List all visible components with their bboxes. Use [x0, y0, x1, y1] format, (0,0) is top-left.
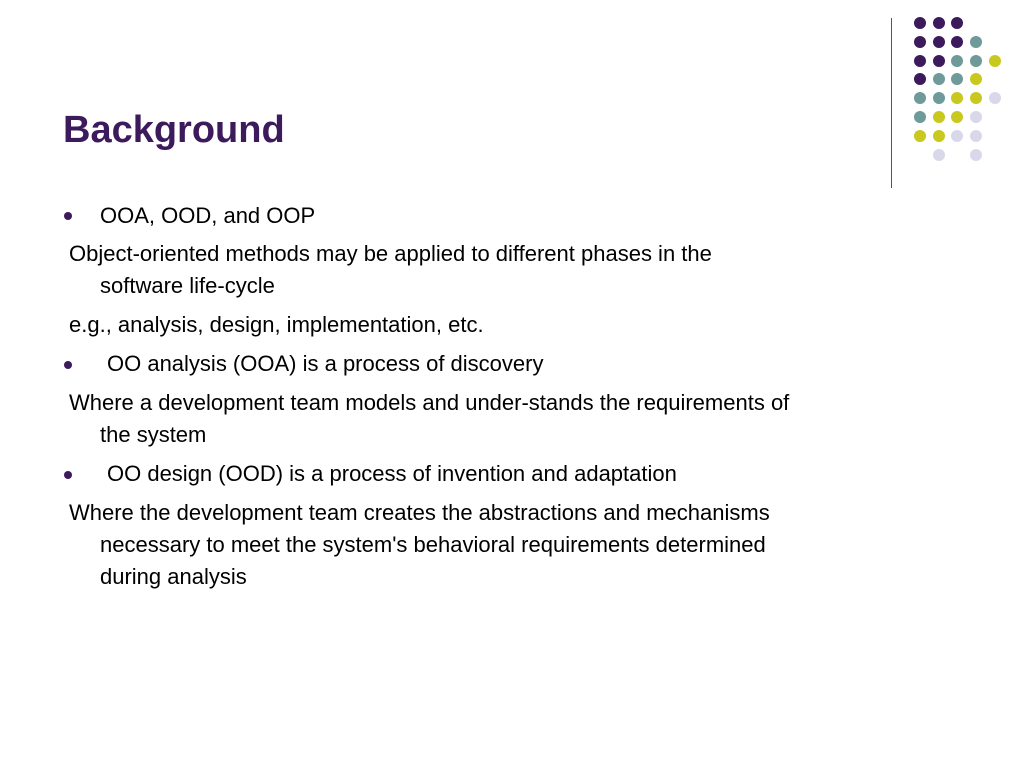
bullet-icon	[64, 361, 72, 369]
decor-dot	[970, 111, 982, 123]
decor-dot	[914, 55, 926, 67]
decor-dot	[951, 17, 963, 29]
decor-dot	[933, 17, 945, 29]
slide-title: Background	[63, 109, 285, 151]
bullet-ooa-ood-oop: OOA, OOD, and OOP	[100, 203, 316, 228]
paragraph-line: Object-oriented methods may be applied to different phases in the	[69, 241, 712, 266]
decor-dot	[951, 55, 963, 67]
decor-dot	[914, 36, 926, 48]
decor-dot	[951, 130, 963, 142]
paragraph-line: e.g., analysis, design, implementation, etc.	[69, 312, 484, 337]
decor-dot	[933, 36, 945, 48]
decor-dot	[914, 130, 926, 142]
bullet-icon	[64, 212, 72, 220]
decor-dot	[989, 55, 1001, 67]
bullet-icon	[64, 471, 72, 479]
decor-dot	[970, 92, 982, 104]
decor-dot	[970, 55, 982, 67]
decor-dot	[933, 149, 945, 161]
decor-dot	[933, 130, 945, 142]
decor-dot	[914, 73, 926, 85]
decor-dot	[951, 73, 963, 85]
decor-dot	[989, 92, 1001, 104]
decor-dot	[970, 149, 982, 161]
paragraph-line: Where a development team models and under-stands the requirements of	[69, 390, 790, 415]
decor-dot	[933, 73, 945, 85]
decor-dot	[933, 111, 945, 123]
decor-dot	[914, 17, 926, 29]
decor-dot	[951, 111, 963, 123]
vertical-divider	[891, 18, 892, 188]
decor-dot	[951, 36, 963, 48]
decor-dot	[970, 36, 982, 48]
decor-dot	[933, 92, 945, 104]
paragraph-line: necessary to meet the system's behavioral requirements determined	[100, 532, 766, 557]
bullet-ood: OO design (OOD) is a process of invention and adaptation	[107, 461, 677, 486]
decor-dot	[970, 130, 982, 142]
decor-dot	[951, 92, 963, 104]
decorative-dot-grid	[0, 0, 1024, 200]
paragraph-line: Where the development team creates the abstractions and mechanisms	[69, 500, 770, 525]
bullet-ooa: OO analysis (OOA) is a process of discovery	[107, 351, 544, 376]
paragraph-line: software life-cycle	[100, 273, 275, 298]
paragraph-line: the system	[100, 422, 207, 447]
decor-dot	[914, 111, 926, 123]
paragraph-line: during analysis	[100, 564, 247, 589]
decor-dot	[933, 55, 945, 67]
decor-dot	[914, 92, 926, 104]
decor-dot	[970, 73, 982, 85]
